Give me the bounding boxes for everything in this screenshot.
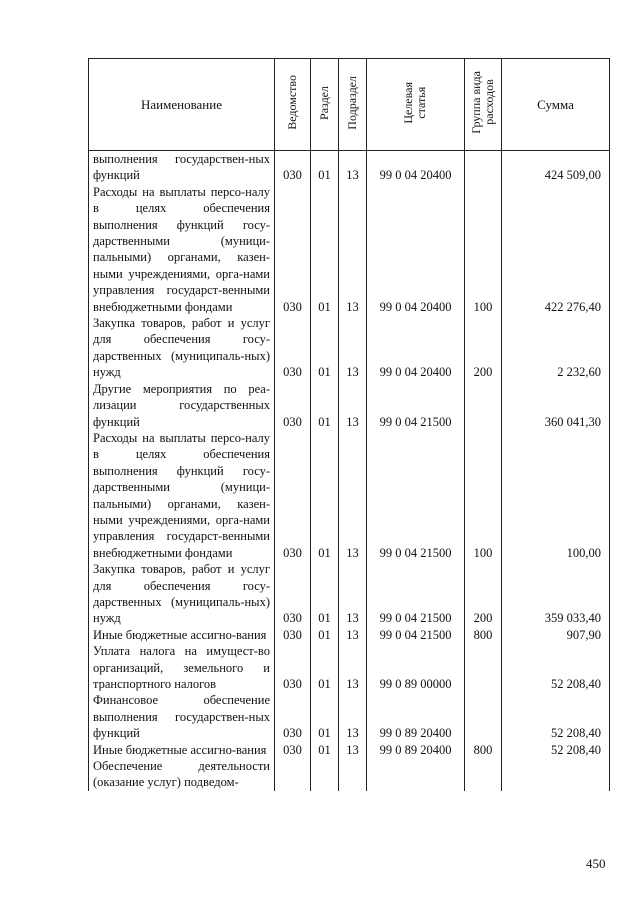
table-row [89,315,610,381]
cell-razd: 01 [311,184,339,315]
cell-pod: 13 [339,315,367,381]
cell-sum: 907,90 [502,627,610,643]
cell-grp: 800 [465,742,502,758]
cell-ved: 030 [275,151,311,184]
cell-grp [465,381,502,430]
cell-sum: 422 276,40 [502,184,610,315]
table-row [89,692,610,741]
cell-name: Расходы на выплаты персо-налу в целях обеспечения выполнения функций госу-дарственными (муници-пальными) органами, казен-ными учреждениями, орга-нами управления государст-венными внебюджетными фондами [89,430,275,561]
cell-sum [502,758,610,791]
cell-pod: 13 [339,430,367,561]
cell-razd: 01 [311,643,339,692]
table-row [89,430,610,561]
cell-grp: 100 [465,430,502,561]
table-body [89,151,610,791]
cell-pod: 13 [339,184,367,315]
cell-razd: 01 [311,692,339,741]
cell-razd: 01 [311,381,339,430]
cell-sum: 52 208,40 [502,692,610,741]
header-summa: Сумма [502,59,610,151]
cell-razd: 01 [311,627,339,643]
table-row [89,627,610,643]
cell-sum: 100,00 [502,430,610,561]
cell-sum: 2 232,60 [502,315,610,381]
cell-ved: 030 [275,381,311,430]
table-row [89,561,610,627]
cell-name: Закупка товаров, работ и услуг для обеспечения госу-дарственных (муниципаль-ных) нужд [89,315,275,381]
header-celevaya-statya: Целевая статья [367,59,465,151]
cell-cel: 99 0 04 20400 [367,315,465,381]
cell-pod: 13 [339,151,367,184]
cell-razd: 01 [311,315,339,381]
header-name: Наименование [89,59,275,151]
cell-ved: 030 [275,742,311,758]
cell-name: Закупка товаров, работ и услуг для обеспечения госу-дарственных (муниципаль-ных) нужд [89,561,275,627]
cell-grp: 100 [465,184,502,315]
cell-cel: 99 0 04 20400 [367,184,465,315]
cell-cel [367,758,465,791]
table-row [89,643,610,692]
budget-table [88,58,610,791]
cell-cel: 99 0 89 20400 [367,692,465,741]
header-vedomstvo: Ведомство [275,59,311,151]
cell-grp [465,758,502,791]
cell-name: Уплата налога на имущест-во организаций, земельного и транспортного налогов [89,643,275,692]
cell-sum: 424 509,00 [502,151,610,184]
table-row [89,758,610,791]
cell-razd: 01 [311,742,339,758]
cell-pod: 13 [339,627,367,643]
cell-grp: 800 [465,627,502,643]
cell-pod: 13 [339,692,367,741]
cell-ved: 030 [275,561,311,627]
cell-sum: 359 033,40 [502,561,610,627]
cell-cel: 99 0 89 00000 [367,643,465,692]
cell-grp: 200 [465,561,502,627]
cell-grp [465,151,502,184]
cell-cel: 99 0 04 21500 [367,561,465,627]
cell-pod [339,758,367,791]
cell-cel: 99 0 04 21500 [367,430,465,561]
cell-grp: 200 [465,315,502,381]
table-row [89,381,610,430]
cell-ved: 030 [275,315,311,381]
cell-name: Расходы на выплаты персо-налу в целях обеспечения выполнения функций госу-дарственными (муници-пальными) органами, казен-ными учреждениями, орга-нами управления государст-венными внебюджетными фондами [89,184,275,315]
cell-cel: 99 0 04 21500 [367,627,465,643]
page-number: 450 [586,856,606,871]
cell-pod: 13 [339,381,367,430]
table-row [89,151,610,184]
cell-name: Финансовое обеспечение выполнения государствен-ных функций [89,692,275,741]
header-gruppa-vida-rashodov: Группа вида расходов [465,59,502,151]
cell-razd: 01 [311,561,339,627]
cell-cel: 99 0 04 21500 [367,381,465,430]
cell-razd [311,758,339,791]
cell-name: Обеспечение деятельности (оказание услуг) подведом- [89,758,275,791]
cell-grp [465,643,502,692]
cell-ved [275,758,311,791]
cell-razd: 01 [311,151,339,184]
cell-name: Другие мероприятия по реа-лизации государственных функций [89,381,275,430]
header-razdel: Раздел [311,59,339,151]
cell-grp [465,692,502,741]
cell-pod: 13 [339,643,367,692]
cell-name: Иные бюджетные ассигно-вания [89,627,275,643]
cell-ved: 030 [275,643,311,692]
cell-cel: 99 0 89 20400 [367,742,465,758]
cell-razd: 01 [311,430,339,561]
cell-ved: 030 [275,430,311,561]
header-podrazdel: Подраздел [339,59,367,151]
cell-pod: 13 [339,561,367,627]
table-row [89,742,610,758]
cell-name: Иные бюджетные ассигно-вания [89,742,275,758]
cell-name: выполнения государствен-ных функций [89,151,275,184]
cell-sum: 360 041,30 [502,381,610,430]
cell-cel: 99 0 04 20400 [367,151,465,184]
cell-sum: 52 208,40 [502,742,610,758]
cell-sum: 52 208,40 [502,643,610,692]
table-header [89,59,610,151]
table-row [89,184,610,315]
cell-pod: 13 [339,742,367,758]
cell-ved: 030 [275,627,311,643]
cell-ved: 030 [275,692,311,741]
cell-ved: 030 [275,184,311,315]
